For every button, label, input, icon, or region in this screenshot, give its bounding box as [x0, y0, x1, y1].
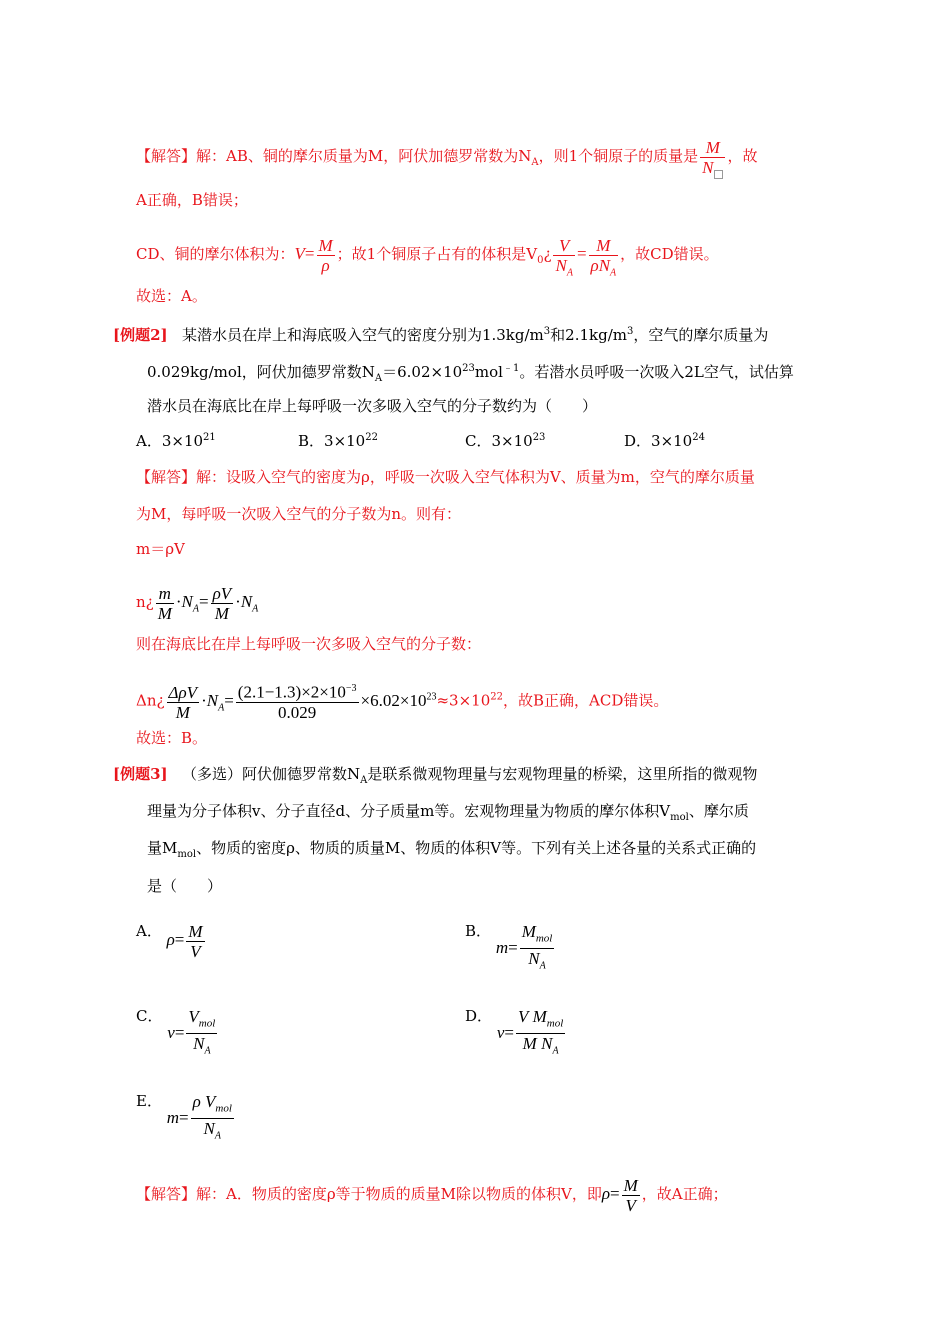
frac-v-over-na: $\frac{V}{N_A}$	[555, 236, 573, 279]
frac-m-over-na: $\frac{M}{N}$	[700, 138, 725, 179]
q2-option-d[interactable]: D．$3\times 10^{24}$	[624, 432, 705, 450]
a2-line4: n¿ $\frac{m}{M}$ $\cdot N_A=$ $\frac{\rho V}{M}$ $\cdot N_A$	[136, 584, 259, 623]
a1-line1: 【解答】解：AB、铜的摩尔质量为M，阿伏加德罗常数为$N_A$，则1个铜原子的质量是 $\frac{M}{N}$ ，故	[136, 138, 758, 177]
a1-line3: CD、铜的摩尔体积为：V= $\frac{M}{\rho}$ ；故1个铜原子占有的体积是$V_0¿$ $\frac{V}{N_A}$ = $\frac{M}{\rho N_A}$ ，故CD错误。	[136, 236, 719, 282]
a2-line4-tail: $\cdot N_A=$	[175, 592, 209, 615]
a2-line2: 为M，每呼吸一次吸入空气的分子数为n。则有：	[136, 505, 462, 523]
q3-option-e[interactable]: E． m= $\frac{\rho V_{mol}}{N_A}$	[136, 1090, 236, 1144]
a2-line1: 【解答】解：设吸入空气的密度为ρ，呼吸一次吸入空气体积为V、质量为m，空气的摩尔质量	[136, 468, 755, 486]
q3-option-c[interactable]: C． v= $\frac{V_{mol}}{N_A}$	[136, 1005, 219, 1059]
q3-formula-e: m= $\frac{\rho V_{mol}}{N_A}$	[166, 1092, 232, 1142]
frac-numeric: $\frac{(2.1-1.3)\times 2\times 10^{-3}}{0.029}$	[236, 679, 359, 722]
a2-line6: Δn¿ $\frac{\text{ΔρV}}{M}$ $\cdot N_A=$ $\frac{(2.1-1.3)\times 2\times 10^{-3}}{0.029}$ $\times 6.02\times 10^{23}\approx 3\times 10^{22}$，故B正确，ACD错误。	[136, 679, 668, 722]
a1-line4: 故选：A。	[136, 287, 207, 305]
a2-line6-na: $\cdot N_A=$	[201, 690, 234, 714]
q3-line3: 量$M_{mol}$、物质的密度ρ、物质的质量M、物质的体积V等。下列有关上述各量的关系式正确的	[147, 839, 757, 860]
a3-line1: 【解答】解：A．物质的密度ρ等于物质的质量M除以物质的体积V，即ρ= $\frac{M}{V}$ ，故A正确；	[136, 1176, 728, 1215]
frac-m-over-M: $\frac{m}{M}$	[157, 584, 172, 623]
frac-m-over-rho: $\frac{M}{\rho}$	[318, 236, 333, 275]
q2-option-b[interactable]: B．$3\times 10^{22}$	[298, 432, 378, 450]
q3-formula-a: ρ= $\frac{M}{V}$	[166, 922, 203, 961]
q2-option-a[interactable]: A．$3\times 10^{21}$	[136, 432, 216, 450]
q2-line3: 潜水员在海底比在岸上每呼吸一次多吸入空气的分子数约为（ ）	[147, 397, 598, 415]
frac-drhov-over-M: $\frac{\text{ΔρV}}{M}$	[168, 682, 198, 722]
frac-m-over-rho-na: $\frac{M}{\rho N_A}$	[590, 236, 617, 279]
q3-line4: 是（ ）	[147, 877, 223, 895]
a2-line3: m＝ρV	[136, 540, 185, 558]
q3-line2: 理量为分子体积v、分子直径d、分子质量m等。宏观物理量为物质的摩尔体积$V_{mol}$、摩尔质	[147, 802, 749, 823]
placeholder-box	[714, 170, 723, 179]
a1-line2: A正确，B错误；	[136, 191, 248, 209]
q3-formula-d: v= $\frac{V M_{mol}}{M N_A}$	[496, 1007, 564, 1057]
q2-line1: [例题2] 某潜水员在岸上和海底吸入空气的密度分别为$1.3kg/m^3$和$2.1kg/m^3$，空气的摩尔质量为	[113, 326, 769, 344]
q3-option-a[interactable]: A． ρ= $\frac{M}{V}$	[136, 920, 207, 959]
q3-formula-b: m= $\frac{M_{mol}}{N_A}$	[495, 922, 553, 972]
frac-a3-m-over-v: $\frac{M}{V}$	[623, 1176, 638, 1215]
q2-line2: 0.029kg/mol，阿伏加德罗常数$N_A=6.02\times 10^{23}mol^{﹣1}$。若潜水员呼吸一次吸入2L空气，试估算	[147, 363, 794, 384]
q3-formula-c: v= $\frac{V_{mol}}{N_A}$	[167, 1007, 216, 1057]
a2-line6-mul: $\times 6.02\times 10^{23}$	[360, 690, 437, 710]
q3-option-d[interactable]: D． v= $\frac{V M_{mol}}{M N_A}$	[465, 1005, 567, 1059]
q3-option-b[interactable]: B． m= $\frac{M_{mol}}{N_A}$	[465, 920, 556, 974]
frac-rhov-over-M: $\frac{\rho V}{M}$	[212, 584, 232, 623]
a2-line7: 故选：B。	[136, 729, 208, 747]
a2-line5: 则在海底比在岸上每呼吸一次多吸入空气的分子数：	[136, 635, 482, 653]
q2-option-c[interactable]: C．$3\times 10^{23}$	[465, 432, 546, 450]
q3-line1: [例题3] （多选）阿伏伽德罗常数$N_A$是联系微观物理量与宏观物理量的桥梁，这里所指的微观物	[113, 765, 758, 786]
a2-line4-tail2: $\cdot N_A$	[235, 592, 259, 615]
